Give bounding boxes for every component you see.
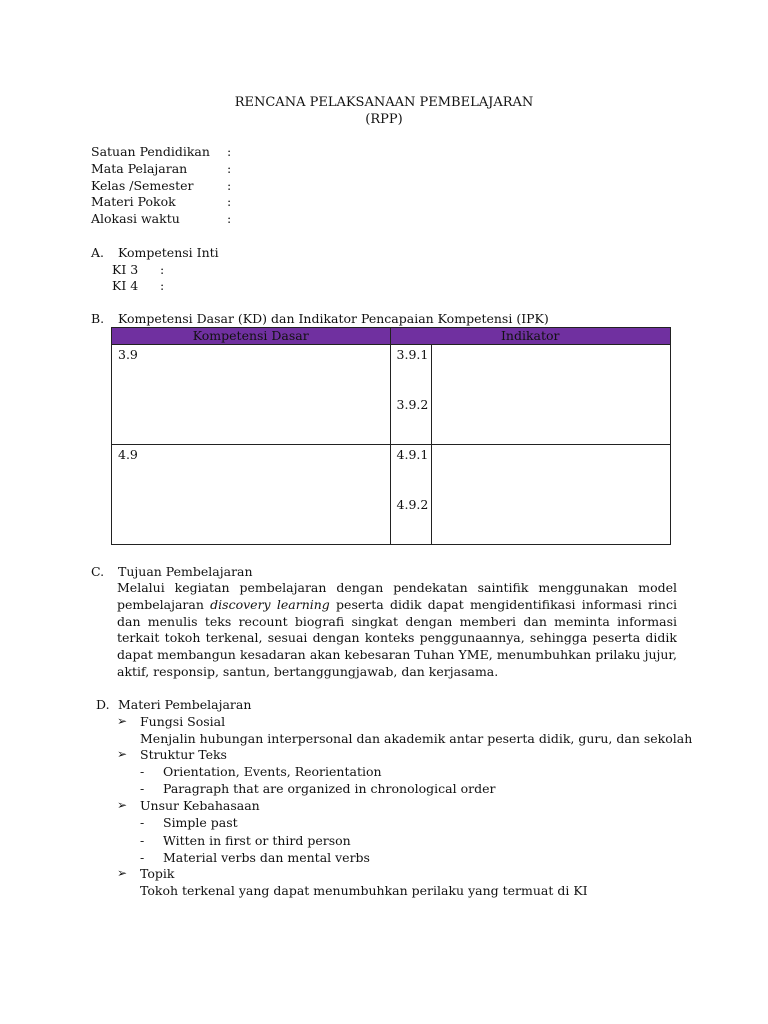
table-cell-kd: [112, 345, 391, 445]
table-row: [112, 445, 671, 545]
document-subtitle: (RPP): [365, 112, 403, 127]
identity-colon: :: [227, 211, 232, 226]
list-item: Paragraph that are organized in chronological order: [163, 781, 496, 796]
arrow-bullet-icon: ➢: [117, 714, 128, 728]
indicator-code: 3.9.1: [396, 347, 429, 362]
list-item: Simple past: [163, 815, 238, 830]
table-cell-kd: [112, 445, 391, 545]
section-letter: A.: [91, 245, 105, 260]
tujuan-paragraph: [117, 580, 677, 681]
identity-colon: :: [227, 161, 232, 176]
ki-colon: :: [160, 278, 165, 293]
identity-colon: :: [227, 178, 232, 193]
identity-colon: :: [227, 144, 232, 159]
subsection-title: Unsur Kebahasaan: [140, 798, 260, 813]
arrow-bullet-icon: ➢: [117, 866, 128, 880]
dash-bullet: -: [140, 833, 145, 848]
table-cell-indicator-text: [432, 445, 671, 545]
subsection-title: Fungsi Sosial: [140, 714, 226, 729]
kd-indikator-table: [111, 327, 671, 545]
table-row: [112, 345, 671, 445]
ki-label: KI 3: [112, 262, 139, 277]
ki-label: KI 4: [112, 278, 139, 293]
table-cell-indicator-code: [390, 345, 432, 445]
identity-label-alokasi: Alokasi waktu: [91, 211, 180, 226]
indicator-code: 4.9.2: [396, 497, 429, 512]
indicator-code: 3.9.2: [396, 397, 429, 412]
section-title: Kompetensi Inti: [118, 245, 219, 260]
kd-code: 3.9: [118, 347, 138, 362]
table-cell-indicator-code: [390, 445, 432, 545]
tujuan-text-after: peserta didik dapat mengidentifikasi informasi rinci dan menulis teks recount biografi singkat dengan memberi dan meminta informasi terkait tokoh terkenal, sesuai dengan konteks penggunaannya, sehingga peserta didik dapat membangun kesadaran akan kebesaran Tuhan YME, menumbuhkan prilaku jujur, aktif, responsip, santun, bertanggungjawab, dan kerjasama.: [117, 596, 677, 679]
dash-bullet: -: [140, 815, 145, 830]
identity-label-satuan: Satuan Pendidikan: [91, 144, 210, 159]
identity-label-mapel: Mata Pelajaran: [91, 161, 188, 176]
tujuan-text-before: Melalui kegiatan pembelajaran dengan pendekatan saintifik menggunakan model pembelajaran: [117, 580, 677, 612]
dash-bullet: -: [140, 764, 145, 779]
list-item: Witten in first or third person: [163, 833, 351, 848]
indicator-code: 4.9.1: [396, 447, 429, 462]
tujuan-text-italic: discovery learning: [210, 596, 330, 612]
subsection-title: Topik: [140, 866, 175, 881]
table-header-row: [112, 328, 671, 345]
table-cell-indicator-text: [432, 345, 671, 445]
topik-text: Tokoh terkenal yang dapat menumbuhkan perilaku yang termuat di KI: [140, 883, 588, 898]
section-letter: D.: [96, 697, 110, 712]
table-header-indikator: Indikator: [390, 328, 670, 345]
dash-bullet: -: [140, 781, 145, 796]
list-item: Material verbs dan mental verbs: [163, 850, 370, 865]
section-title: Kompetensi Dasar (KD) dan Indikator Pencapaian Kompetensi (IPK): [118, 311, 549, 326]
list-item: Orientation, Events, Reorientation: [163, 764, 382, 779]
identity-colon: :: [227, 194, 232, 209]
section-letter: C.: [91, 564, 105, 579]
subsection-title: Struktur Teks: [140, 747, 227, 762]
identity-label-materi: Materi Pokok: [91, 194, 176, 209]
identity-label-kelas: Kelas /Semester: [91, 178, 194, 193]
arrow-bullet-icon: ➢: [117, 798, 128, 812]
fungsi-sosial-text: Menjalin hubungan interpersonal dan akademik antar peserta didik, guru, dan sekolah: [140, 731, 693, 746]
section-letter: B.: [91, 311, 105, 326]
dash-bullet: -: [140, 850, 145, 865]
kd-code: 4.9: [118, 447, 138, 462]
section-title: Materi Pembelajaran: [118, 697, 252, 712]
document-title: RENCANA PELAKSANAAN PEMBELAJARAN: [234, 95, 534, 110]
table-header-kd: Kompetensi Dasar: [112, 328, 391, 345]
arrow-bullet-icon: ➢: [117, 747, 128, 761]
section-title: Tujuan Pembelajaran: [118, 564, 253, 579]
ki-colon: :: [160, 262, 165, 277]
